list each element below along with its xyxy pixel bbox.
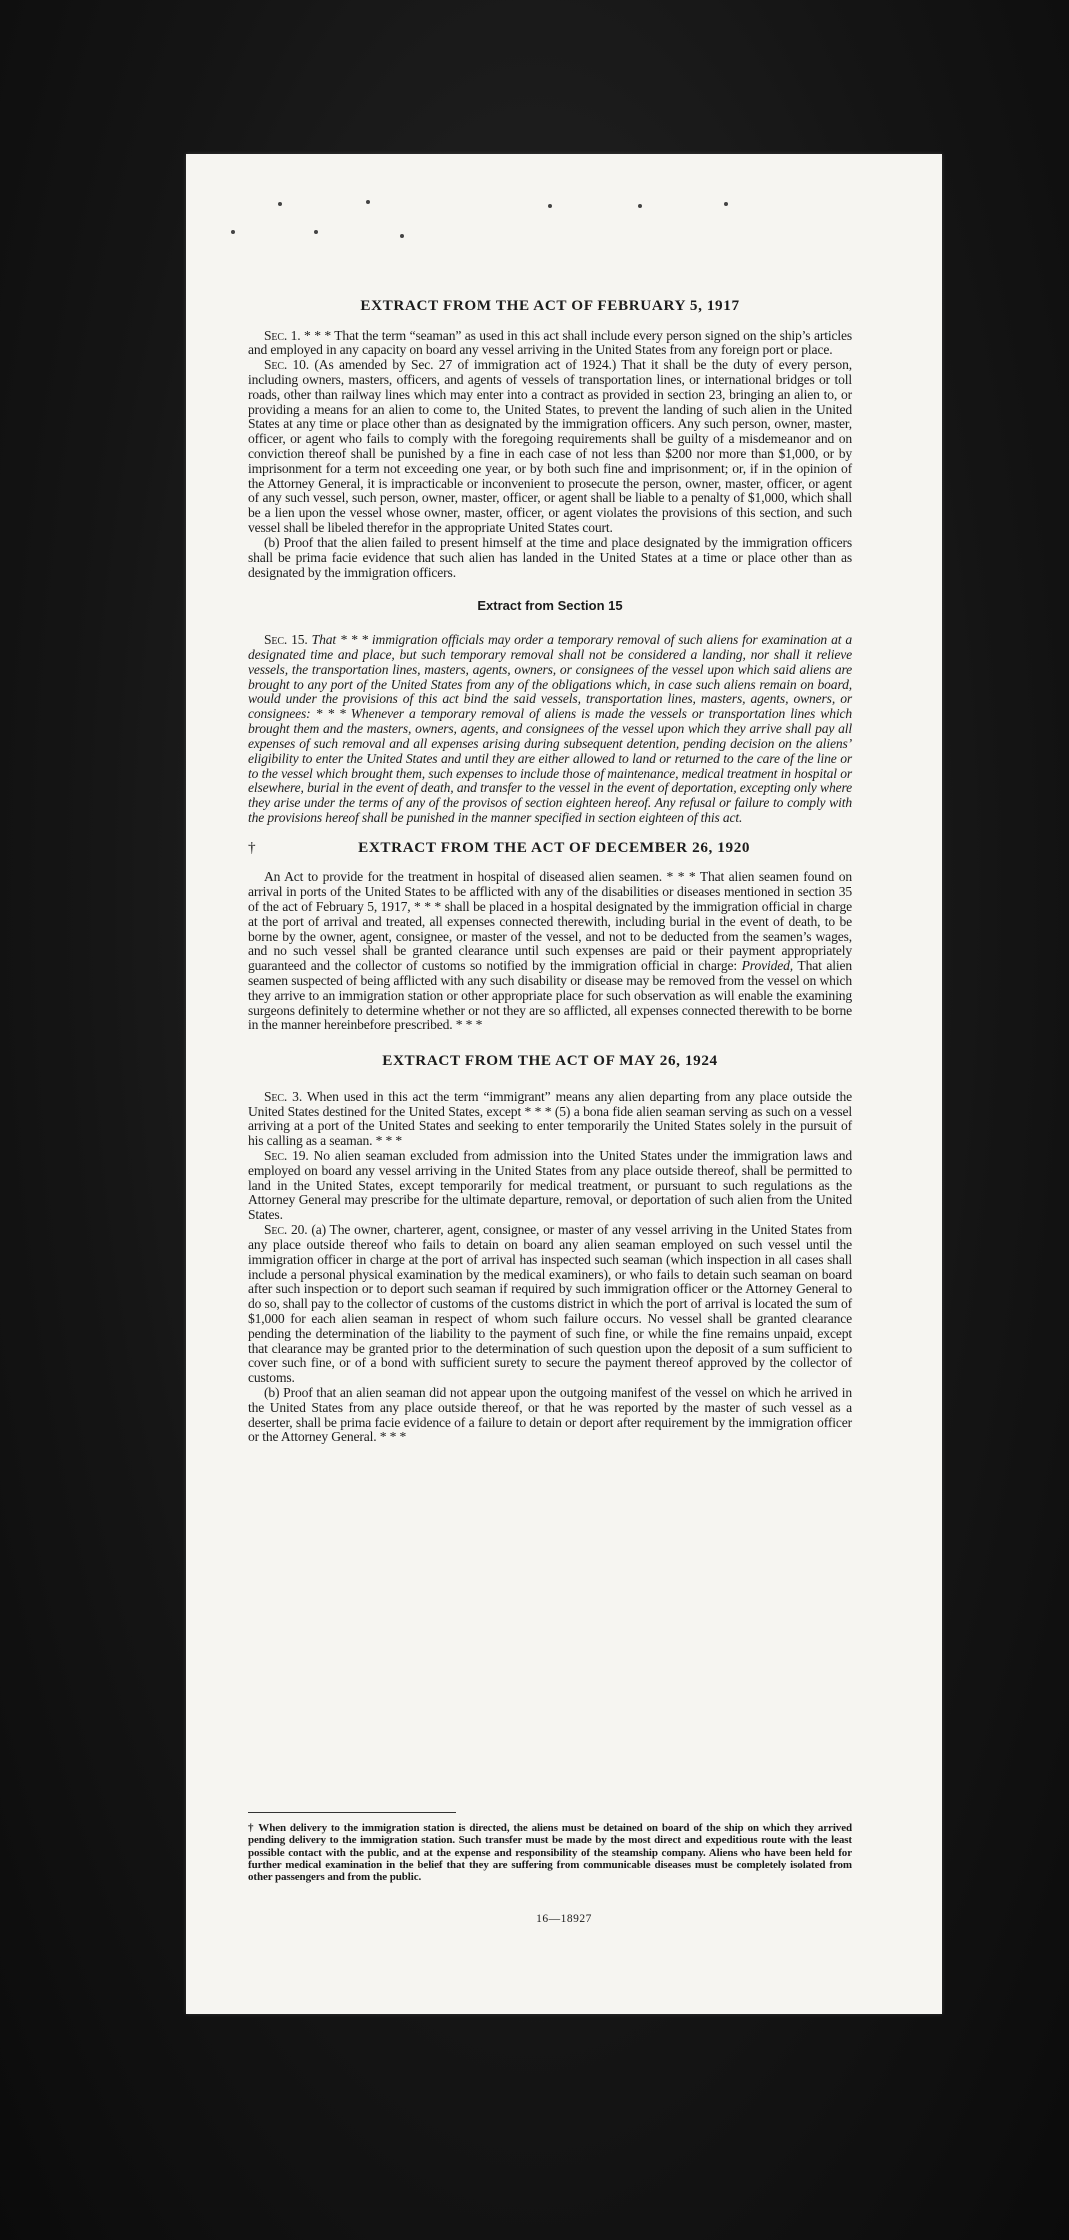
section-10-label: Sec. 10. [264, 357, 310, 373]
punch-mark [314, 230, 318, 234]
section-20b-paragraph: (b) Proof that an alien seaman did not appear upon the outgoing manifest of the vessel on which he arrived in the United States from any place outside thereof, or that he was reported by the master of such vessel as a deserter, shall be prima facie evidence of a failure to detain or deport after requirement by the immigration officer or the Attorney General. * * * [248, 1385, 852, 1445]
punch-mark [400, 234, 404, 238]
heading-act-1920 [248, 838, 852, 859]
section-10-paragraph [248, 358, 852, 536]
act-1920-paragraph [248, 870, 852, 1033]
dagger-mark: † [248, 838, 257, 856]
form-number: 16—18927 [536, 1913, 592, 1925]
footnote-divider [248, 1812, 456, 1813]
footnote [248, 1822, 852, 1884]
heading-act-1917: EXTRACT FROM THE ACT OF FEBRUARY 5, 1917 [360, 297, 740, 314]
punch-mark [638, 204, 642, 208]
punch-mark [278, 202, 282, 206]
section-3-text: When used in this act the term “immigrant” means any alien departing from any place outside the United States destined for the United States, except * * * (5) a bona fide alien seaman serving as such on a vessel arriving at a port of the United States and seeking to enter temporarily the United States solely in the pursuit of his calling as a seaman. * * * [248, 1088, 852, 1149]
footnote-text: † When delivery to the immigration station is directed, the aliens must be detained on board of the ship on which they arrived pending delivery to the immigration station. Such transfer must be made by the most direct and expeditious route with the least possible contact with the public, and at the expense and responsibility of the steamship company. Aliens who have been held for further medical examination in the belief that they are suffering from communicable diseases must be completely isolated from other passengers and from the public. [248, 1822, 852, 1884]
document-body [248, 296, 852, 1445]
punch-mark [366, 200, 370, 204]
section-19-label: Sec. 19. [264, 1148, 309, 1163]
section-3-paragraph [248, 1090, 852, 1149]
section-1-paragraph [248, 329, 852, 359]
heading-act-1924: EXTRACT FROM THE ACT OF MAY 26, 1924 [382, 1052, 718, 1070]
section-15-paragraph [248, 633, 852, 826]
act-1920-provided: Provided, [741, 958, 794, 974]
section-1-label: Sec. 1. [264, 327, 301, 343]
section-20-label: Sec. 20. [264, 1222, 308, 1238]
heading-act-1920-text: EXTRACT FROM THE ACT OF DECEMBER 26, 1920 [358, 838, 751, 856]
section-20-text: (a) The owner, charterer, agent, consignee, or master of any vessel arriving in the United States from any place outside thereof who fails to detain on board any alien seaman employed on such vessel until the immigration officer in charge at the port of arrival has inspected such seaman (which inspection in all cases shall include a personal physical examination by the medical examiners), or who fails to detain such seaman on board after such inspection or to deport such seaman if required by such immigration officer or the Attorney General to do so, shall pay to the collector of customs of the customs district in which the port of arrival is located the sum of $1,000 for each alien seaman in respect of whom such failure occurs. No vessel shall be granted clearance pending the determination of the liability to the payment of such fine, or while the fine remains unpaid, except that clearance may be granted prior to the determination of such question upon the deposit of a sum sufficient to cover such fine, or of a bond with sufficient surety to secure the payment thereof approved by the collector of customs. [248, 1222, 852, 1386]
punch-mark [724, 202, 728, 206]
section-20-paragraph [248, 1223, 852, 1386]
punch-mark [231, 230, 235, 234]
section-15-label: Sec. 15. [264, 632, 308, 648]
heading-section-15: Extract from Section 15 [477, 598, 623, 614]
act-1920-text-2: That alien seamen suspected of being afflicted with any such disability or disease may be removed from the vessel on which they arrive to an immigration station or other appropriate place for such observation as will enable the examining surgeons definitely to determine whether or not they are so afflicted, all expenses connected therewith to be borne in the manner hereinbefore prescribed. * * * [248, 958, 853, 1033]
section-10b-paragraph: (b) Proof that the alien failed to present himself at the time and place designated by the immigration officers shall be prima facie evidence that such alien has landed in the United States at a time or place other than as designated by the immigration officers. [248, 534, 852, 580]
document-page [186, 154, 942, 2014]
section-3-label: Sec. 3. [264, 1088, 303, 1104]
punch-mark [548, 204, 552, 208]
section-10-text: (As amended by Sec. 27 of immigration act of 1924.) That it shall be the duty of every person, including owners, masters, officers, and agents of vessels of transportation lines, or international bridges or toll roads, other than railway lines which may enter into a contract as provided in section 23, bringing an alien to, or providing a means for an alien to come to, the United States, to prevent the landing of such alien in the United States at any time or place other than as designated by the immigration officers. Any such person, owner, master, officer, or agent who fails to comply with the foregoing requirements shall be guilty of a misdemeanor and on conviction thereof shall be punished by a fine in each case of not less than $200 nor more than $1,000, or by imprisonment for a term not exceeding one year, or by both such fine and imprisonment; or, if in the opinion of the Attorney General, it is impracticable or inconvenient to prosecute the person, owner, master, officer, or agent of any such vessel, such person, owner, master, officer, or agent shall be liable to a penalty of $1,000, which shall be a lien upon the vessel whose owner, master, officer, or agent violates the provisions of this section, and such vessel shall be libeled therefor in the appropriate United States court. [248, 357, 852, 536]
section-1-text: * * * That the term “seaman” as used in this act shall include every person signed on the ship’s articles and employed in any capacity on board any vessel arriving in the United States from any foreign port or place. [248, 327, 853, 358]
section-19-paragraph [248, 1149, 852, 1223]
section-15-text: That * * * immigration officials may order a temporary removal of such aliens for examination at a designated time and place, but such temporary removal shall not be considered a landing, nor shall it relieve vessels, the transportation lines, masters, agents, owners, or consignees of the vessel upon which said aliens are brought to any port of the United States from any of the obligations which, in case such aliens remain on board, would under the provisions of this act bind the said vessels, transportation lines, masters, agents, owners, or consignees: * * * Whenever a temporary removal of aliens is made the vessels or transportation lines which brought them and the masters, owners, agents, and consignees of the vessel upon which they arrive shall pay all expenses of such removal and all expenses arising during subsequent detention, pending decision on the aliens’ eligibility to enter the United States and until they are either allowed to land or returned to the care of the line or to the vessel which brought them, such expenses to include those of maintenance, medical treatment in hospital or elsewhere, burial in the event of death, and transfer to the vessel in the event of deportation, excepting only where they arise under the terms of any of the provisos of section eighteen hereof. Any refusal or failure to comply with the provisions hereof shall be punished in the manner specified in section eighteen of this act. [248, 632, 852, 825]
act-1920-text: An Act to provide for the treatment in hospital of diseased alien seamen. * * * That alien seamen found on arrival in ports of the United States to be afflicted with any of the disabilities or diseases mentioned in section 35 of the act of February 5, 1917, * * * shall be placed in a hospital designated by the immigration official in charge at the port of arrival and treated, all expenses connected therewith, including burial in the event of death, to be borne by the owner, agent, consignee, or master of the vessel, and not to be deducted from the seamen’s wages, and no such vessel shall be granted clearance until such expenses are paid or their payment appropriately guaranteed and the collector of customs so notified by the immigration official in charge: [248, 869, 852, 974]
section-19-text: No alien seaman excluded from admission into the United States under the immigration laws and employed on board any vessel arriving in the United States from any place outside thereof, shall be permitted to land in the United States, except temporarily for medical treatment, or pursuant to such regulations as the Attorney General may prescribe for the ultimate departure, removal, or deportation of such alien from the United States. [248, 1148, 852, 1223]
